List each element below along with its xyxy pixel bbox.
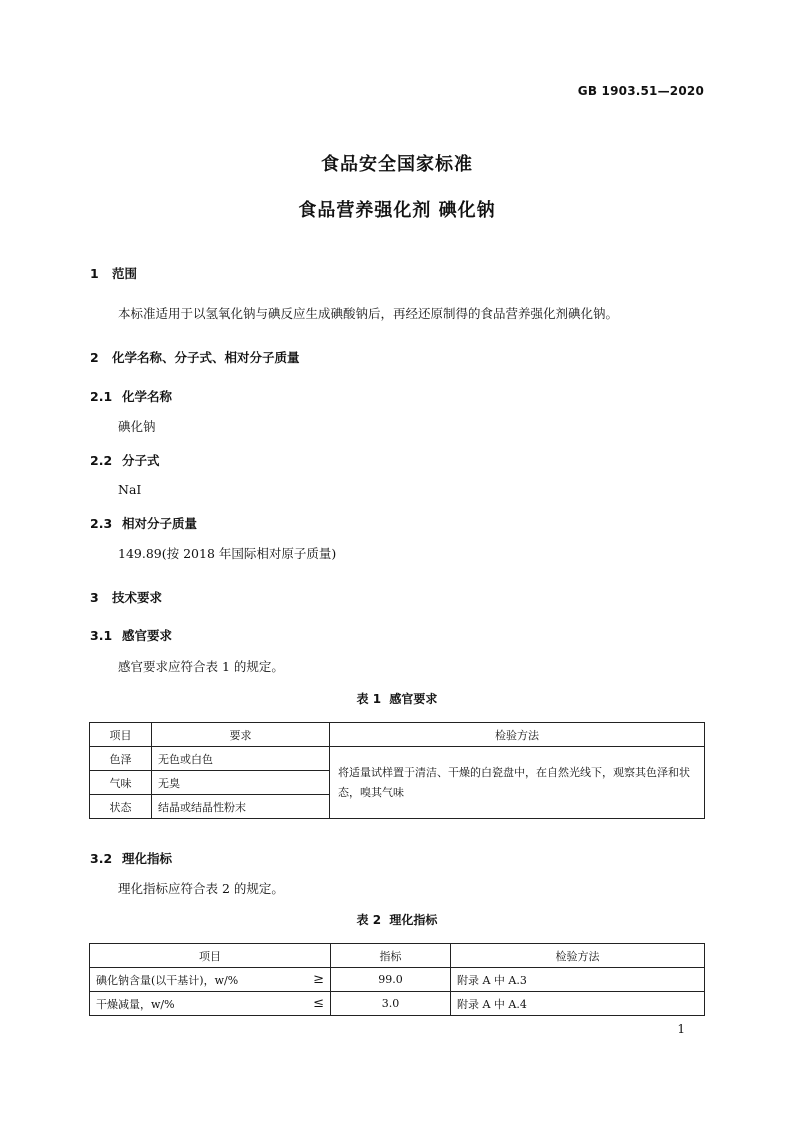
section-title: 化学名称、分子式、相对分子质量 [112, 350, 300, 365]
section-title: 化学名称 [122, 389, 173, 404]
section-title: 范围 [112, 266, 138, 281]
section-2-2-heading [90, 451, 160, 469]
table-cell-requirement: 结晶或结晶性粉末 [152, 795, 330, 819]
section-number: 2.1 [90, 389, 113, 404]
section-2-1-body: 碘化钠 [118, 419, 156, 434]
table-cell-value: 3.0 [331, 992, 451, 1016]
table-cell-requirement: 无臭 [152, 771, 330, 795]
section-number: 2 [90, 350, 99, 365]
section-3-1-body: 感官要求应符合表 1 的规定。 [118, 659, 284, 674]
section-3-2-body: 理化指标应符合表 2 的规定。 [118, 881, 284, 896]
table-header-row [90, 944, 705, 968]
table-cell-item: 色泽 [90, 747, 152, 771]
section-3-2-heading [90, 849, 172, 867]
table-2-physicochemical [89, 943, 705, 1016]
table-header-cell: 检验方法 [330, 723, 705, 747]
document-subtitle: 食品营养强化剂 碘化钠 [298, 200, 496, 221]
standard-code: GB 1903.51—2020 [577, 84, 704, 98]
section-2-heading [90, 348, 300, 366]
table-cell-item [90, 968, 331, 992]
section-1-body: 本标准适用于以氢氧化钠与碘反应生成碘酸钠后，再经还原制得的食品营养强化剂碘化钠。 [118, 306, 619, 321]
table-cell-value: 99.0 [331, 968, 451, 992]
table-1-sensory [89, 722, 705, 819]
table-row [90, 747, 705, 771]
section-number: 3.1 [90, 628, 113, 643]
table-2-caption: 表 2 理化指标 [356, 913, 438, 927]
table-cell-item: 状态 [90, 795, 152, 819]
comparison-symbol: ≤ [313, 995, 324, 1011]
item-text: 碘化钠含量(以干基计)，w/% [96, 973, 239, 987]
table-1-caption: 表 1 感官要求 [356, 692, 438, 706]
section-number: 2.3 [90, 516, 113, 531]
table-header-cell: 项目 [90, 723, 152, 747]
table-cell-method: 附录 A 中 A.3 [451, 968, 705, 992]
section-1-heading [90, 264, 137, 282]
section-number: 3.2 [90, 851, 113, 866]
table-cell-requirement: 无色或白色 [152, 747, 330, 771]
section-title: 感官要求 [122, 628, 173, 643]
table-cell-item: 气味 [90, 771, 152, 795]
table-cell-method: 附录 A 中 A.4 [451, 992, 705, 1016]
document-title: 食品安全国家标准 [321, 154, 473, 175]
section-number: 2.2 [90, 453, 113, 468]
section-title: 技术要求 [112, 590, 163, 605]
section-2-1-heading [90, 387, 172, 405]
table-header-cell: 检验方法 [451, 944, 705, 968]
table-header-cell: 要求 [152, 723, 330, 747]
table-cell-item [90, 992, 331, 1016]
section-2-3-body: 149.89(按 2018 年国际相对原子质量) [118, 546, 337, 561]
table-row [90, 992, 705, 1016]
table-row [90, 968, 705, 992]
section-title: 相对分子质量 [122, 516, 198, 531]
section-title: 理化指标 [122, 851, 173, 866]
section-number: 3 [90, 590, 99, 605]
section-3-1-heading [90, 626, 172, 644]
comparison-symbol: ≥ [313, 971, 324, 987]
section-2-3-heading [90, 514, 197, 532]
table-header-row [90, 723, 705, 747]
page-number: 1 [677, 1022, 685, 1036]
section-3-heading [90, 588, 162, 606]
table-header-cell: 指标 [331, 944, 451, 968]
item-text: 干燥减量，w/% [96, 997, 175, 1011]
table-cell-method: 将适量试样置于清洁、干燥的白瓷盘中，在自然光线下，观察其色泽和状态，嗅其气味 [330, 747, 705, 819]
section-2-2-body: NaI [118, 482, 142, 497]
table-header-cell: 项目 [90, 944, 331, 968]
section-title: 分子式 [122, 453, 160, 468]
section-number: 1 [90, 266, 99, 281]
